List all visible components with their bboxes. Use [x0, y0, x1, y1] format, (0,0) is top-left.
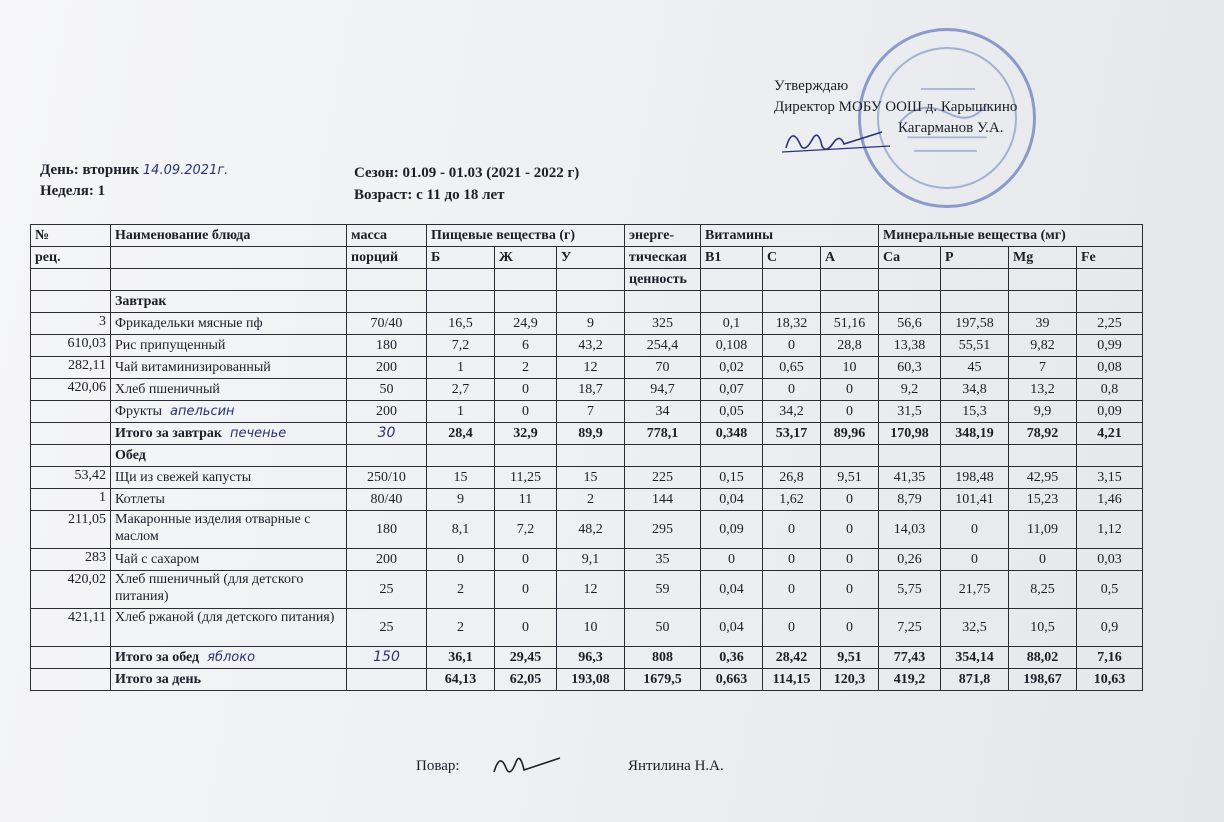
value-c: 0: [763, 571, 821, 609]
value-zh: 0: [495, 549, 557, 571]
director-signature: [782, 118, 892, 166]
value-b1: 0,07: [701, 379, 763, 401]
section-cell: [427, 291, 495, 313]
value-mg: 0: [1009, 549, 1077, 571]
header-cell: Ca: [879, 247, 941, 269]
table-cell: [31, 423, 111, 445]
value-fe: 0,08: [1077, 357, 1143, 379]
value-b: 8,1: [427, 511, 495, 549]
value-c: 0: [763, 379, 821, 401]
value-p: 55,51: [941, 335, 1009, 357]
header-cell-rec: №: [31, 225, 111, 247]
value-p: 198,48: [941, 467, 1009, 489]
section-cell: [31, 445, 111, 467]
value-fe: 0,03: [1077, 549, 1143, 571]
total-b1: 0,348: [701, 423, 763, 445]
total-c: 114,15: [763, 669, 821, 691]
day-line: [40, 160, 228, 181]
section-cell: [31, 291, 111, 313]
total-u: 193,08: [557, 669, 625, 691]
value-c: 0,65: [763, 357, 821, 379]
value-p: 21,75: [941, 571, 1009, 609]
value-e: 94,7: [625, 379, 701, 401]
value-u: 7: [557, 401, 625, 423]
section-cell: [879, 291, 941, 313]
total-ca: 77,43: [879, 647, 941, 669]
header-cell: тическая: [625, 247, 701, 269]
value-e: 34: [625, 401, 701, 423]
value-b: 2,7: [427, 379, 495, 401]
table-row: [31, 291, 1143, 313]
table-row: [31, 647, 1143, 669]
total-fe: 7,16: [1077, 647, 1143, 669]
recipe-number: 610,03: [31, 335, 111, 357]
value-a: 0: [821, 571, 879, 609]
recipe-number: 3: [31, 313, 111, 335]
dish-name: [111, 401, 347, 423]
total-label-text: Итого за завтрак: [115, 426, 222, 441]
header-cell-minerals: Минеральные вещества (мг): [879, 225, 1143, 247]
portion-mass: 30: [347, 423, 427, 445]
section-cell: [941, 445, 1009, 467]
header-cell: рец.: [31, 247, 111, 269]
header-cell: Ж: [495, 247, 557, 269]
day-date: 14.09.2021г.: [142, 163, 229, 178]
total-label: [111, 423, 347, 445]
value-c: 1,62: [763, 489, 821, 511]
value-ca: 56,6: [879, 313, 941, 335]
value-a: 9,51: [821, 467, 879, 489]
header-cell-name: Наименование блюда: [111, 225, 347, 247]
value-b: 1: [427, 401, 495, 423]
portion-mass: 50: [347, 379, 427, 401]
value-zh: 0: [495, 401, 557, 423]
total-label-text: Итого за день: [115, 672, 201, 687]
header-cell: У: [557, 247, 625, 269]
handwritten-note: апельсин: [170, 404, 235, 419]
portion-mass: 80/40: [347, 489, 427, 511]
value-zh: 0: [495, 379, 557, 401]
value-ca: 60,3: [879, 357, 941, 379]
value-b1: 0,1: [701, 313, 763, 335]
value-a: 0: [821, 511, 879, 549]
table-row: [31, 313, 1143, 335]
table-row: [31, 445, 1143, 467]
header-cell: Б: [427, 247, 495, 269]
section-cell: [347, 445, 427, 467]
value-ca: 14,03: [879, 511, 941, 549]
value-e: 325: [625, 313, 701, 335]
portion-mass: 200: [347, 549, 427, 571]
dish-name: Чай витаминизированный: [111, 357, 347, 379]
portion-mass: 200: [347, 357, 427, 379]
section-cell: [347, 291, 427, 313]
total-fe: 10,63: [1077, 669, 1143, 691]
portion-mass: 25: [347, 609, 427, 647]
value-u: 12: [557, 571, 625, 609]
total-mg: 88,02: [1009, 647, 1077, 669]
total-mg: 198,67: [1009, 669, 1077, 691]
table-row: [31, 335, 1143, 357]
total-e: 808: [625, 647, 701, 669]
total-label: [111, 647, 347, 669]
value-p: 34,8: [941, 379, 1009, 401]
header-cell: [427, 269, 495, 291]
section-cell: [427, 445, 495, 467]
portion-mass: 200: [347, 401, 427, 423]
value-zh: 0: [495, 609, 557, 647]
value-b: 2: [427, 609, 495, 647]
portion-mass: 70/40: [347, 313, 427, 335]
header-cell: [821, 269, 879, 291]
value-c: 26,8: [763, 467, 821, 489]
value-p: 0: [941, 511, 1009, 549]
dish-name-text: Фрукты: [115, 404, 163, 419]
value-u: 12: [557, 357, 625, 379]
value-e: 225: [625, 467, 701, 489]
value-ca: 7,25: [879, 609, 941, 647]
value-c: 18,32: [763, 313, 821, 335]
recipe-number: 211,05: [31, 511, 111, 549]
value-u: 15: [557, 467, 625, 489]
section-cell: [557, 291, 625, 313]
total-b: 36,1: [427, 647, 495, 669]
cook-label: Повар:: [416, 758, 460, 774]
total-ca: 170,98: [879, 423, 941, 445]
header-cell-vitamins: Витамины: [701, 225, 879, 247]
value-fe: 0,9: [1077, 609, 1143, 647]
total-a: 9,51: [821, 647, 879, 669]
cook-signature: [490, 748, 562, 782]
section-cell: [879, 445, 941, 467]
dish-name: Котлеты: [111, 489, 347, 511]
section-cell: [1077, 291, 1143, 313]
value-u: 9,1: [557, 549, 625, 571]
header-cell: [495, 269, 557, 291]
table-row: [31, 423, 1143, 445]
value-ca: 9,2: [879, 379, 941, 401]
table-row: [31, 247, 1143, 269]
header-cell: P: [941, 247, 1009, 269]
header-cell: [879, 269, 941, 291]
recipe-number: 1: [31, 489, 111, 511]
header-cell: [701, 269, 763, 291]
value-p: 45: [941, 357, 1009, 379]
header-cell: Mg: [1009, 247, 1077, 269]
value-fe: 1,12: [1077, 511, 1143, 549]
section-cell: [941, 291, 1009, 313]
header-cell-nutrients: Пищевые вещества (г): [427, 225, 625, 247]
value-ca: 8,79: [879, 489, 941, 511]
value-c: 0: [763, 609, 821, 647]
dish-name: Щи из свежей капусты: [111, 467, 347, 489]
value-a: 28,8: [821, 335, 879, 357]
menu-table: [30, 224, 1143, 691]
header-cell: [111, 247, 347, 269]
section-title: Завтрак: [111, 291, 347, 313]
dish-name: Фрикадельки мясные пф: [111, 313, 347, 335]
value-b1: 0: [701, 549, 763, 571]
value-mg: 13,2: [1009, 379, 1077, 401]
table-cell: [31, 669, 111, 691]
portion-mass: [347, 669, 427, 691]
value-b1: 0,15: [701, 467, 763, 489]
value-u: 18,7: [557, 379, 625, 401]
value-c: 34,2: [763, 401, 821, 423]
header-cell: [1077, 269, 1143, 291]
approval-position: Директор МОБУ ООШ д. Карышкино: [774, 99, 1018, 115]
value-a: 0: [821, 379, 879, 401]
section-cell: [701, 445, 763, 467]
portion-mass: 250/10: [347, 467, 427, 489]
dish-name: Чай с сахаром: [111, 549, 347, 571]
handwritten-note: яблоко: [207, 650, 256, 665]
value-b1: 0,09: [701, 511, 763, 549]
header-cell: C: [763, 247, 821, 269]
total-c: 28,42: [763, 647, 821, 669]
value-b1: 0,04: [701, 571, 763, 609]
section-cell: [821, 291, 879, 313]
section-cell: [1009, 445, 1077, 467]
table-row: [31, 269, 1143, 291]
value-mg: 10,5: [1009, 609, 1077, 647]
value-c: 0: [763, 335, 821, 357]
total-e: 778,1: [625, 423, 701, 445]
header-cell: [347, 269, 427, 291]
value-c: 0: [763, 511, 821, 549]
value-b: 15: [427, 467, 495, 489]
recipe-number: 282,11: [31, 357, 111, 379]
table-row: [31, 549, 1143, 571]
dish-name: Макаронные изделия отварные с маслом: [111, 511, 347, 549]
total-c: 53,17: [763, 423, 821, 445]
value-a: 10: [821, 357, 879, 379]
total-u: 96,3: [557, 647, 625, 669]
section-cell: [495, 445, 557, 467]
section-cell: [763, 291, 821, 313]
dish-name: Хлеб ржаной (для детского питания): [111, 609, 347, 647]
recipe-number: [31, 401, 111, 423]
total-zh: 32,9: [495, 423, 557, 445]
value-e: 59: [625, 571, 701, 609]
header-cell-mass: масса: [347, 225, 427, 247]
portion-mass: 150: [347, 647, 427, 669]
value-ca: 13,38: [879, 335, 941, 357]
value-ca: 41,35: [879, 467, 941, 489]
section-title: Обед: [111, 445, 347, 467]
section-cell: [821, 445, 879, 467]
table-row: [31, 467, 1143, 489]
value-u: 48,2: [557, 511, 625, 549]
header-cell: [557, 269, 625, 291]
section-cell: [701, 291, 763, 313]
portion-mass: 180: [347, 335, 427, 357]
total-a: 89,96: [821, 423, 879, 445]
header-cell: порций: [347, 247, 427, 269]
value-b1: 0,05: [701, 401, 763, 423]
value-fe: 0,8: [1077, 379, 1143, 401]
total-a: 120,3: [821, 669, 879, 691]
value-mg: 15,23: [1009, 489, 1077, 511]
value-ca: 31,5: [879, 401, 941, 423]
value-fe: 0,99: [1077, 335, 1143, 357]
section-cell: [625, 291, 701, 313]
value-b1: 0,04: [701, 489, 763, 511]
value-ca: 0,26: [879, 549, 941, 571]
portion-mass: 180: [347, 511, 427, 549]
table-row: [31, 511, 1143, 549]
value-u: 2: [557, 489, 625, 511]
header-cell: B1: [701, 247, 763, 269]
header-cell: [763, 269, 821, 291]
recipe-number: 283: [31, 549, 111, 571]
value-b: 0: [427, 549, 495, 571]
approval-director-name: Кагарманов У.А.: [898, 120, 1004, 136]
table-row: [31, 489, 1143, 511]
approval-title: Утверждаю: [774, 78, 849, 94]
value-p: 0: [941, 549, 1009, 571]
value-mg: 9,9: [1009, 401, 1077, 423]
value-mg: 9,82: [1009, 335, 1077, 357]
season-label: Сезон: 01.09 - 01.03 (2021 - 2022 г): [354, 165, 580, 181]
dish-name: Хлеб пшеничный (для детского питания): [111, 571, 347, 609]
table-cell: [31, 647, 111, 669]
portion-mass: 25: [347, 571, 427, 609]
value-e: 70: [625, 357, 701, 379]
table-row: [31, 379, 1143, 401]
header-cell-energy: энерге-: [625, 225, 701, 247]
table-row: [31, 401, 1143, 423]
header-cell: A: [821, 247, 879, 269]
dish-name: Хлеб пшеничный: [111, 379, 347, 401]
value-zh: 24,9: [495, 313, 557, 335]
section-cell: [1009, 291, 1077, 313]
value-b: 16,5: [427, 313, 495, 335]
value-fe: 3,15: [1077, 467, 1143, 489]
value-u: 43,2: [557, 335, 625, 357]
value-fe: 0,5: [1077, 571, 1143, 609]
age-label: Возраст: с 11 до 18 лет: [354, 187, 505, 203]
total-mg: 78,92: [1009, 423, 1077, 445]
value-b1: 0,108: [701, 335, 763, 357]
total-zh: 62,05: [495, 669, 557, 691]
total-zh: 29,45: [495, 647, 557, 669]
value-mg: 39: [1009, 313, 1077, 335]
total-ca: 419,2: [879, 669, 941, 691]
value-zh: 6: [495, 335, 557, 357]
value-mg: 11,09: [1009, 511, 1077, 549]
cook-name: Янтилина Н.А.: [628, 758, 724, 774]
table-row: [31, 225, 1143, 247]
value-u: 9: [557, 313, 625, 335]
value-p: 101,41: [941, 489, 1009, 511]
recipe-number: 420,06: [31, 379, 111, 401]
value-e: 254,4: [625, 335, 701, 357]
recipe-number: 421,11: [31, 609, 111, 647]
week-label: Неделя: 1: [40, 183, 106, 199]
header-cell: Fe: [1077, 247, 1143, 269]
value-p: 32,5: [941, 609, 1009, 647]
value-b: 2: [427, 571, 495, 609]
header-cell-energy-value: ценность: [625, 269, 701, 291]
value-fe: 0,09: [1077, 401, 1143, 423]
table-row: [31, 609, 1143, 647]
value-b: 1: [427, 357, 495, 379]
value-ca: 5,75: [879, 571, 941, 609]
section-cell: [1077, 445, 1143, 467]
table-row: [31, 669, 1143, 691]
section-cell: [625, 445, 701, 467]
value-a: 51,16: [821, 313, 879, 335]
value-c: 0: [763, 549, 821, 571]
value-zh: 11,25: [495, 467, 557, 489]
table-row: [31, 357, 1143, 379]
value-a: 0: [821, 609, 879, 647]
total-e: 1679,5: [625, 669, 701, 691]
total-label-text: Итого за обед: [115, 650, 200, 665]
value-a: 0: [821, 549, 879, 571]
total-b1: 0,36: [701, 647, 763, 669]
value-zh: 7,2: [495, 511, 557, 549]
value-b: 9: [427, 489, 495, 511]
value-u: 10: [557, 609, 625, 647]
header-cell: [941, 269, 1009, 291]
value-zh: 2: [495, 357, 557, 379]
section-cell: [763, 445, 821, 467]
section-cell: [557, 445, 625, 467]
value-zh: 0: [495, 571, 557, 609]
header-cell: [1009, 269, 1077, 291]
value-a: 0: [821, 401, 879, 423]
total-p: 348,19: [941, 423, 1009, 445]
handwritten-note: печенье: [229, 426, 287, 441]
value-p: 15,3: [941, 401, 1009, 423]
value-fe: 1,46: [1077, 489, 1143, 511]
total-p: 354,14: [941, 647, 1009, 669]
total-u: 89,9: [557, 423, 625, 445]
total-b1: 0,663: [701, 669, 763, 691]
value-mg: 7: [1009, 357, 1077, 379]
header-cell: [31, 269, 111, 291]
header-cell: [111, 269, 347, 291]
value-p: 197,58: [941, 313, 1009, 335]
recipe-number: 420,02: [31, 571, 111, 609]
value-mg: 8,25: [1009, 571, 1077, 609]
value-mg: 42,95: [1009, 467, 1077, 489]
day-label: День: вторник: [40, 162, 140, 178]
value-b1: 0,02: [701, 357, 763, 379]
total-b: 64,13: [427, 669, 495, 691]
total-p: 871,8: [941, 669, 1009, 691]
recipe-number: 53,42: [31, 467, 111, 489]
total-fe: 4,21: [1077, 423, 1143, 445]
value-a: 0: [821, 489, 879, 511]
value-zh: 11: [495, 489, 557, 511]
section-cell: [495, 291, 557, 313]
value-e: 50: [625, 609, 701, 647]
value-e: 35: [625, 549, 701, 571]
total-label: [111, 669, 347, 691]
value-e: 295: [625, 511, 701, 549]
total-b: 28,4: [427, 423, 495, 445]
value-b1: 0,04: [701, 609, 763, 647]
value-b: 7,2: [427, 335, 495, 357]
dish-name: Рис припущенный: [111, 335, 347, 357]
table-row: [31, 571, 1143, 609]
value-e: 144: [625, 489, 701, 511]
value-fe: 2,25: [1077, 313, 1143, 335]
